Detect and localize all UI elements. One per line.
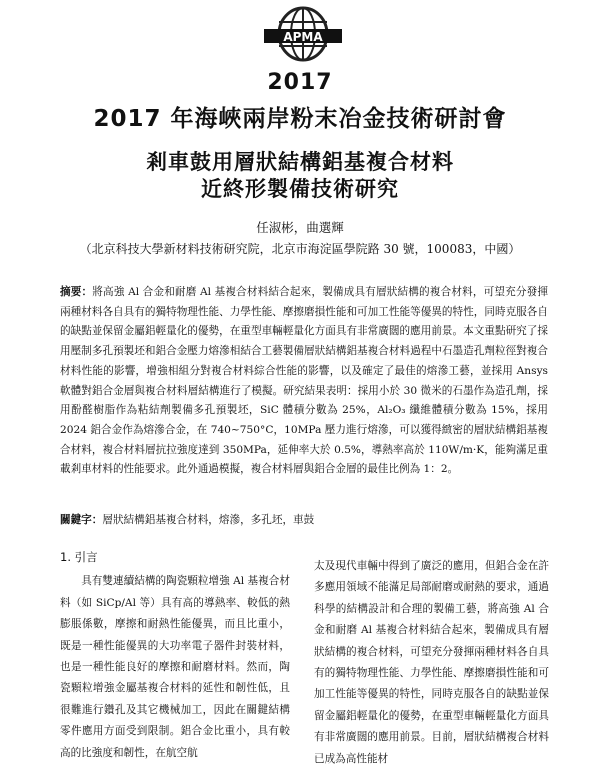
globe-logo-icon (262, 4, 344, 66)
body-column-left (60, 547, 290, 764)
section-heading: 1. 引言 (60, 550, 98, 564)
logo-year: 2017 (267, 70, 333, 95)
paper-title-line2: 近終形製備技術研究 (201, 177, 399, 201)
keywords-label: 關鍵字： (60, 514, 103, 526)
abstract-label: 摘要： (60, 286, 93, 298)
abstract (60, 283, 548, 480)
conference-title: 2017 年海峽兩岸粉末冶金技術研討會 (93, 106, 507, 132)
paper-title-line1: 剎車鼓用層狀結構鋁基複合材料 (146, 150, 454, 174)
intro-paragraph-right: 太及現代車輛中得到了廣泛的應用，但鋁合金在許多應用領域不能滿足局部耐磨或耐熱的要求，通過科學的結構設計和合理的製備工藝，將高強 Al 合金和耐磨 Al 基複合材料結合起來，製備成具有層狀結構的複合材料，可望充分發揮兩種材料各自具有的獨特物理性能、力學性能、摩擦磨損性能和可加工性能等優異的特性，同時克服各自的缺點並保留金屬鋁輕量化的優勢，在重型車輛輕量化方面具有非常廣闊的應用前景。目前，層狀結構複合材料已成為高性能材 (314, 560, 549, 765)
keywords (60, 512, 548, 527)
affiliation: （北京科技大學新材料技術研究院，北京市海淀區學院路 30 號，100083，中國） (79, 242, 521, 256)
authors: 任淑彬，曲選輝 (256, 220, 344, 235)
conference-logo (262, 4, 344, 66)
intro-paragraph-left: 具有雙連續結構的陶瓷顆粒增強 Al 基複合材料（如 SiCp/Al 等）具有高的導熱率、較低的熱膨脹係數，摩擦和耐熱性能優異，而且比重小，既是一種性能優異的大功率電子器件封裝材料，也是一種性能良好的摩擦和耐磨材料。然而，陶瓷顆粒增強金屬基複合材料的延性和韌性低，且很難進行鑽孔及其它機械加工，因此在關鍵結構零件應用方面受到限制。鋁合金比重小，具有較高的比強度和韌性，在航空航 (60, 575, 290, 759)
keywords-text: 層狀結構鋁基複合材料，熔滲，多孔坯，車鼓 (102, 514, 315, 526)
body-column-right (314, 556, 549, 770)
abstract-text: 將高強 Al 合金和耐磨 Al 基複合材料結合起來，製備成具有層狀結構的複合材料，可望充分發揮兩種材料各自具有的獨特物理性能、力學性能、摩擦磨損性能和可加工性能等優異的特性，同時克服各自的缺點並保留金屬鋁輕量化的優勢，在重型車輛輕量化方面具有非常廣闊的應用前景。本文重點研究了採用壓制多孔預製坯和鋁合金壓力熔滲相結合工藝製備層狀結構鋁基複合材料過程中石墨造孔劑粒徑對複合材料性能的影響，增強相組分對複合材料綜合性能的影響，以及確定了最佳的熔滲工藝，並採用 Ansys 軟體對鋁合金層與複合材料層結構進行了模擬。研究結果表明：採用小於 30 微米的石墨作為造孔劑，採用酚醛樹脂作為粘結劑製備多孔預製坯，SiC 體積分數為 25%，Al₂O₃ 纖維體積分數為 15%，採用 2024 鋁合金作為熔滲合金，在 740~750°C，10MPa 壓力進行熔滲，可以獲得緻密的層狀結構鋁基複合材料，複合材料層抗拉強度達到 350MPa，延伸率大於 0.5%，導熱率高於 110W/m·K，能夠滿足重載剎車材料的性能要求。此外通過模擬，複合材料層與鋁合金層的最佳比例為 1：2。 (60, 286, 549, 476)
svg-text:APMA: APMA (283, 30, 323, 44)
